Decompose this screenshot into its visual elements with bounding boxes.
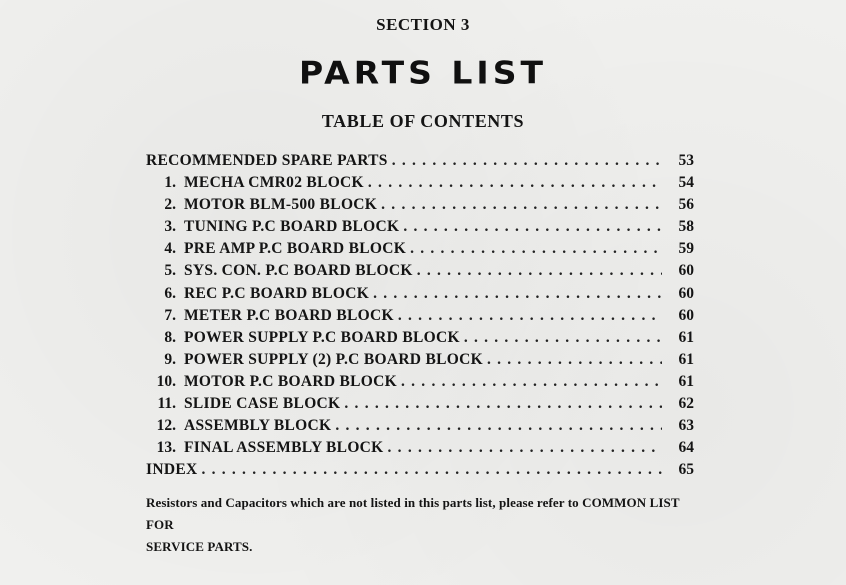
note-line: SERVICE PARTS.: [146, 539, 253, 554]
toc-entry-number: 3.: [164, 218, 176, 236]
toc-entry-number: 6.: [164, 284, 176, 302]
toc-entry: [146, 283, 694, 305]
toc-entry-page: 61: [678, 328, 694, 346]
toc-entry-number: 1.: [164, 174, 176, 192]
toc-leader-dots: [417, 260, 662, 282]
toc-entry: [146, 172, 694, 194]
toc-entry: [146, 459, 694, 481]
toc-entry-label: POWER SUPPLY P.C BOARD BLOCK: [184, 328, 460, 346]
toc-entry-page: 61: [678, 372, 694, 390]
toc-entry: [146, 327, 694, 349]
toc-entry-label: POWER SUPPLY (2) P.C BOARD BLOCK: [184, 350, 483, 368]
toc-entry-number: 11.: [157, 395, 176, 413]
toc-entry-number: 4.: [164, 240, 176, 258]
toc-entry-number: 8.: [164, 328, 176, 346]
toc-leader-dots: [388, 437, 662, 459]
toc-entry-label: RECOMMENDED SPARE PARTS: [146, 152, 388, 169]
toc-entry: [146, 216, 694, 238]
toc-leader-dots: [464, 327, 662, 349]
toc-entry-label: MOTOR BLM-500 BLOCK: [184, 196, 378, 214]
toc-entry-page: 53: [678, 152, 694, 169]
toc-heading: TABLE OF CONTENTS: [321, 111, 525, 131]
toc-leader-dots: [368, 172, 662, 194]
toc-entry-page: 65: [678, 461, 694, 479]
toc-entry-page: 60: [678, 306, 694, 324]
toc-entry-page: 58: [678, 218, 694, 236]
toc-entry-number: 13.: [156, 439, 176, 457]
table-of-contents: [146, 150, 694, 481]
toc-entry-label: METER P.C BOARD BLOCK: [184, 306, 394, 324]
toc-entry-page: 60: [678, 284, 694, 302]
toc-entry-number: 12.: [156, 417, 176, 435]
toc-entry: [146, 305, 694, 327]
toc-entry: [146, 415, 694, 437]
toc-entry-page: 54: [678, 174, 694, 192]
toc-entry-number: 10.: [156, 372, 176, 390]
toc-entry: [146, 150, 694, 172]
toc-entry: [146, 437, 694, 459]
toc-entry: [146, 194, 694, 216]
toc-entry: [146, 371, 694, 393]
toc-leader-dots: [335, 415, 662, 437]
toc-entry-page: 64: [678, 439, 694, 457]
toc-entry: [146, 260, 694, 282]
page-title: PARTS LIST: [299, 53, 547, 92]
toc-entry-label: MECHA CMR02 BLOCK: [184, 174, 364, 192]
toc-entry-page: 62: [678, 395, 694, 413]
toc-entry-number: 9.: [164, 350, 176, 368]
toc-entry-label: SLIDE CASE BLOCK: [184, 395, 341, 413]
toc-entry-label: PRE AMP P.C BOARD BLOCK: [184, 240, 407, 258]
toc-entry-number: 7.: [164, 306, 176, 324]
toc-leader-dots: [344, 393, 662, 415]
toc-leader-dots: [373, 283, 662, 305]
toc-entry-page: 63: [678, 417, 694, 435]
toc-entry-number: 2.: [164, 196, 176, 214]
toc-entry: [146, 349, 694, 371]
toc-entry-label: MOTOR P.C BOARD BLOCK: [184, 372, 397, 390]
toc-leader-dots: [403, 216, 662, 238]
note-text: [146, 492, 706, 558]
toc-entry-page: 59: [678, 240, 694, 258]
toc-entry-page: 61: [678, 350, 694, 368]
toc-entry: [146, 393, 694, 415]
toc-entry-number: 5.: [164, 262, 176, 280]
toc-entry-label: REC P.C BOARD BLOCK: [184, 284, 370, 302]
toc-entry-label: SYS. CON. P.C BOARD BLOCK: [184, 262, 413, 280]
toc-entry-label: INDEX: [146, 461, 198, 479]
toc-leader-dots: [392, 150, 662, 172]
toc-entry: [146, 238, 694, 260]
toc-leader-dots: [398, 305, 662, 327]
toc-entry-page: 56: [678, 196, 694, 214]
toc-leader-dots: [381, 194, 662, 216]
section-header: SECTION 3: [376, 15, 470, 34]
toc-leader-dots: [401, 371, 662, 393]
toc-entry-label: FINAL ASSEMBLY BLOCK: [184, 439, 384, 457]
note-line: Resistors and Capacitors which are not listed in this parts list, please refer to COMMON LIST FOR: [146, 495, 680, 532]
toc-entry-label: ASSEMBLY BLOCK: [184, 417, 332, 435]
toc-leader-dots: [487, 349, 662, 371]
toc-entry-page: 60: [678, 262, 694, 280]
toc-leader-dots: [410, 238, 662, 260]
toc-entry-label: TUNING P.C BOARD BLOCK: [184, 218, 400, 236]
toc-leader-dots: [201, 459, 662, 481]
